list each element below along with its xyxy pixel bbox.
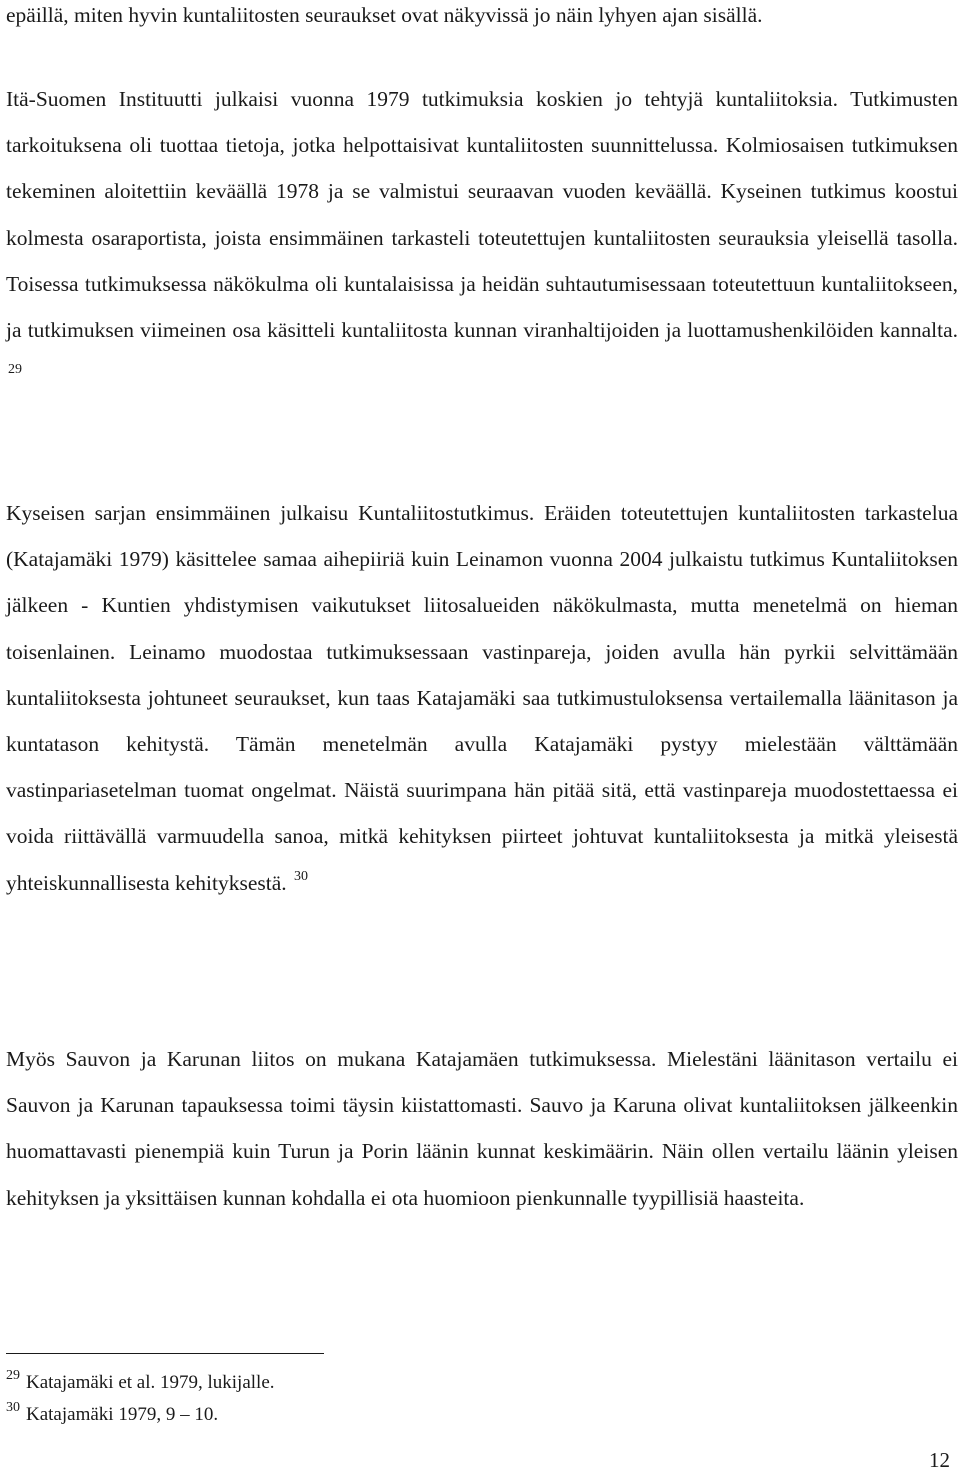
footnote-text: Katajamäki 1979, 9 – 10. [26, 1404, 219, 1425]
footnote-text: Katajamäki et al. 1979, lukijalle. [26, 1372, 275, 1393]
paragraph-text: Kyseisen sarjan ensimmäinen julkaisu Kuntaliitostutkimus. Eräiden toteutettujen kuntaliitosten tarkastelua (Katajamäki 1979) käsittelee samaa aihepiiriä kuin Leinamon vuonna 2004 julkaistu tutkimus Kuntaliitoksen jälkeen - Kuntien yhdistymisen vaikutukset liitosalueiden näkökulmasta, mutta menetelmä on hieman toisenlainen. Leinamo muodostaa tutkimuksessaan vastinpareja, joiden avulla hän pyrkii selvittämään kuntaliitoksesta johtuneet seuraukset, kun taas Katajamäki saa tutkimustuloksensa vertailemalla läänitason ja kuntatason kehitystä. Tämän menetelmän avulla Katajamäki pystyy mielestään välttämään vastinpariasetelman tuomat ongelmat. Näistä suurimpana hän pitää sitä, että vastinpareja muodostettaessa ei voida riittävällä varmuudella sanoa, mitkä kehityksen piirteet johtuvat kuntaliitoksesta ja mitkä yleisestä yhteiskunnallisesta kehityksestä. [6, 501, 958, 895]
paragraph-kuntaliitostutkimus [6, 490, 958, 906]
paragraph-sauvo-karuna [6, 1036, 958, 1221]
page-number: 12 [929, 1448, 950, 1472]
footnote-number: 30 [6, 1400, 20, 1415]
paragraph-text: Itä-Suomen Instituutti julkaisi vuonna 1979 tutkimuksia koskien jo tehtyjä kuntaliitoksia. Tutkimusten tarkoituksena oli tuottaa tietoja, jotka helpottaisivat kuntaliitosten suunnittelussa. Kolmiosaisen tutkimuksen tekeminen aloitettiin keväällä 1978 ja se valmistui seuraavan vuoden keväällä. Kyseinen tutkimus koostui kolmesta osaraportista, joista ensimmäinen tarkasteli toteutettujen kuntaliitosten seurauksia yleisellä tasolla. Toisessa tutkimuksessa näkökulma oli kuntalaisissa ja heidän suhtautumisessaan toteutettuun kuntaliitokseen, ja tutkimuksen viimeinen osa käsitteli kuntaliitosta kunnan viranhaltijoiden ja luottamushenkilöiden kannalta. [6, 87, 958, 343]
paragraph-text: epäillä, miten hyvin kuntaliitosten seuraukset ovat näkyvissä jo näin lyhyen ajan sisällä. [6, 3, 763, 27]
footnote-reference[interactable]: 30 [294, 868, 309, 884]
footnote [6, 1400, 219, 1429]
footnote-number: 29 [6, 1368, 20, 1383]
document-page [6, 0, 958, 1474]
paragraph-text: Myös Sauvon ja Karunan liitos on mukana Katajamäen tutkimuksessa. Mielestäni läänitason vertailu ei Sauvon ja Karunan tapauksessa toimi täysin kiistattomasti. Sauvo ja Karuna olivat kuntaliitoksen jälkeenkin huomattavasti pienempiä kuin Turun ja Porin läänin kunnat keskimäärin. Näin ollen vertailu läänin yleisen kehityksen ja yksittäisen kunnan kohdalla ei ota huomioon pienkunnalle tyypillisiä haasteita. [6, 1047, 958, 1210]
footnote [6, 1368, 275, 1397]
footnote-separator [6, 1353, 324, 1354]
footnote-reference[interactable]: 29 [8, 362, 22, 378]
paragraph-continuation [6, 0, 958, 38]
paragraph-ita-suomen-instituutti [6, 76, 958, 399]
